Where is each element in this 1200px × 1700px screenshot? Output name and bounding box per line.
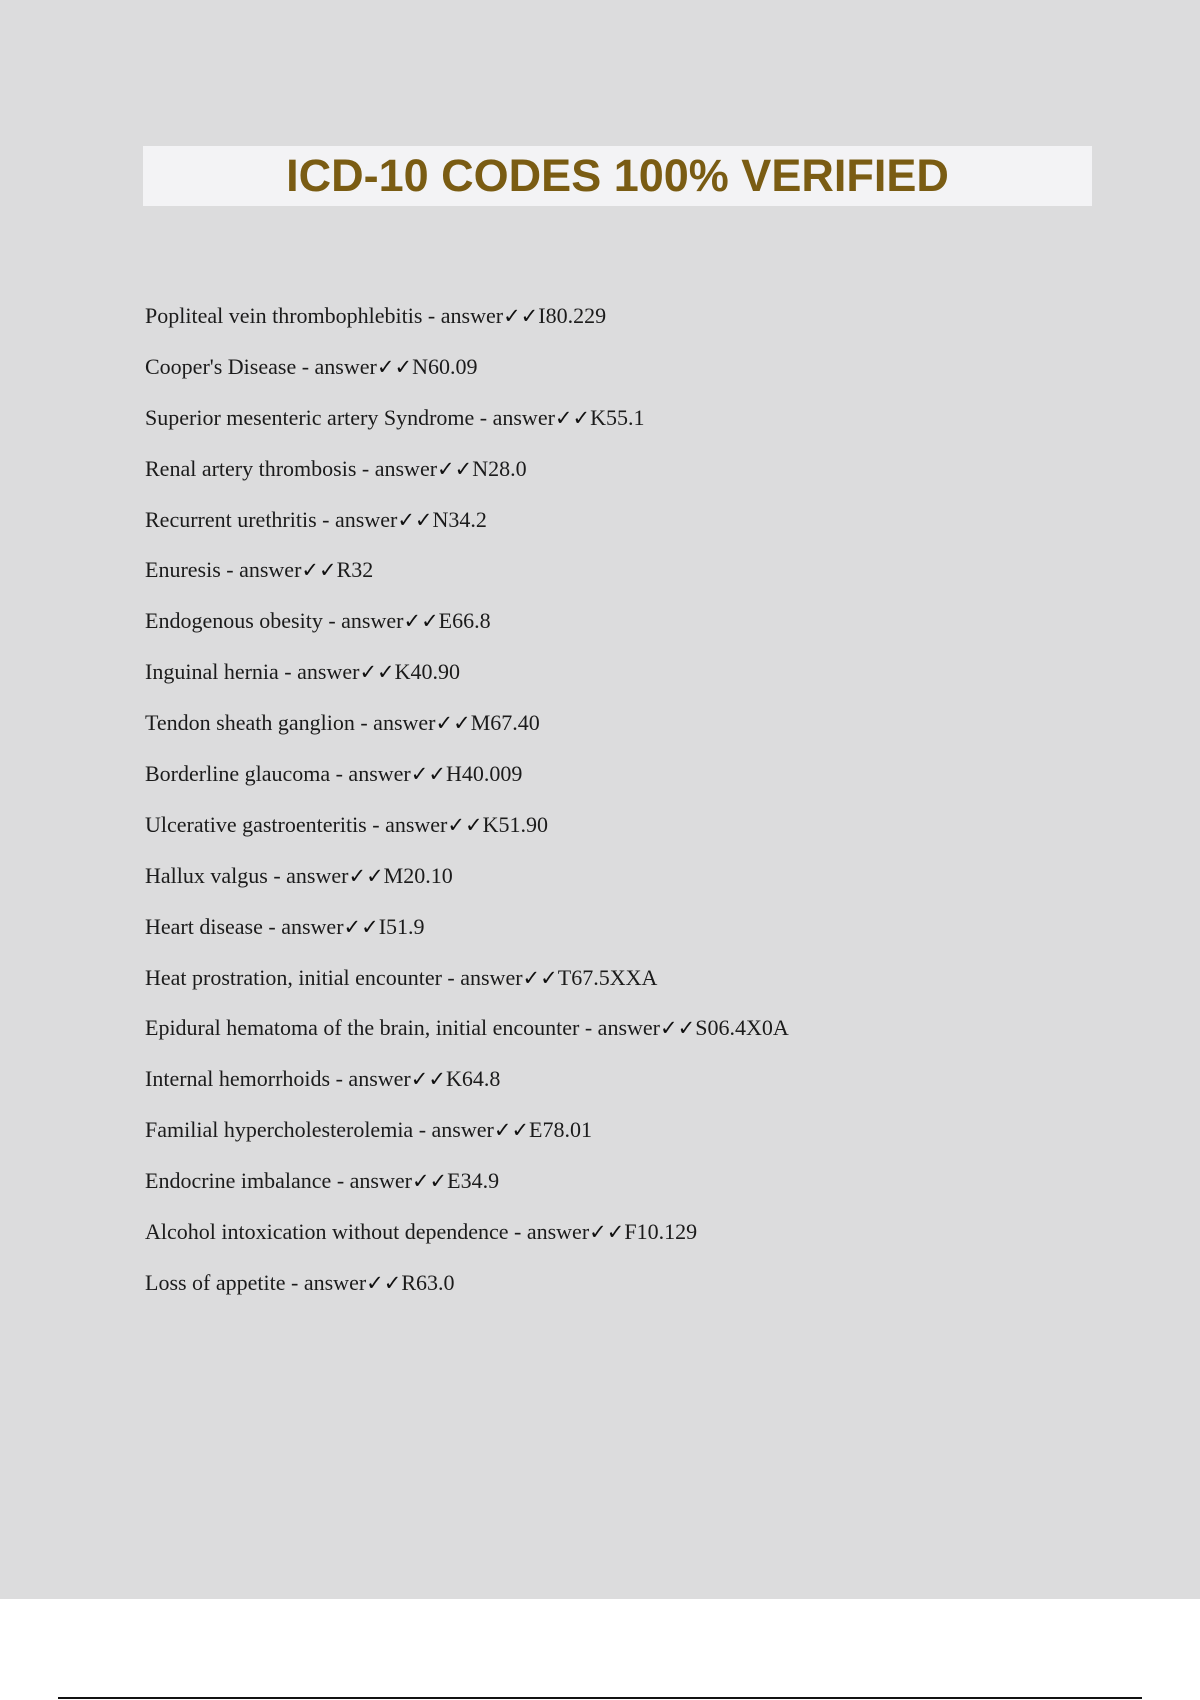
- answer-label: - answer: [354, 710, 436, 736]
- icd-code: K51.90: [482, 811, 548, 837]
- icd-code: N34.2: [432, 506, 487, 532]
- list-item: [145, 296, 789, 347]
- answer-label: - answer: [267, 862, 349, 888]
- double-check-icon: ✓✓: [411, 1169, 448, 1194]
- list-item: [145, 1008, 789, 1059]
- double-check-icon: ✓✓: [403, 609, 439, 634]
- double-check-icon: ✓✓: [301, 558, 337, 583]
- answer-label: - answer: [278, 659, 360, 685]
- double-check-icon: ✓✓: [397, 507, 433, 532]
- diagnosis-term: Hallux valgus: [145, 862, 268, 888]
- double-check-icon: ✓✓: [359, 660, 395, 685]
- list-item: [145, 703, 789, 754]
- list-item: [145, 500, 789, 551]
- title-banner: [143, 146, 1092, 206]
- diagnosis-term: Enuresis: [145, 557, 221, 583]
- diagnosis-term: Heart disease: [145, 913, 263, 939]
- answer-label: - answer: [316, 506, 398, 532]
- answer-label: - answer: [441, 964, 523, 990]
- icd-code: I80.229: [538, 303, 607, 328]
- list-item: [145, 347, 789, 398]
- double-check-icon: ✓✓: [503, 304, 539, 328]
- page-title: ICD-10 CODES 100% VERIFIED: [286, 150, 949, 201]
- answer-label: - answer: [220, 557, 302, 583]
- answer-label: - answer: [366, 811, 448, 837]
- answer-label: - answer: [322, 608, 404, 634]
- icd-code: I51.9: [378, 913, 425, 939]
- list-item: [145, 1212, 789, 1263]
- double-check-icon: ✓✓: [343, 914, 379, 939]
- diagnosis-term: Cooper's Disease: [145, 353, 297, 379]
- list-item: [145, 1263, 789, 1314]
- list-item: [145, 398, 789, 449]
- icd-code: N28.0: [472, 455, 527, 481]
- icd-code: S06.4X0A: [695, 1015, 789, 1041]
- diagnosis-term: Popliteal vein thrombophlebitis: [145, 303, 423, 328]
- list-item: [145, 652, 789, 703]
- list-item: [145, 907, 789, 958]
- double-check-icon: ✓✓: [660, 1016, 696, 1041]
- double-check-icon: ✓✓: [522, 965, 558, 990]
- diagnosis-term: Inguinal hernia: [145, 659, 279, 685]
- icd-code: M20.10: [383, 862, 453, 888]
- icd-code: R32: [336, 557, 374, 583]
- diagnosis-term: Endocrine imbalance: [145, 1168, 332, 1194]
- answer-label: - answer: [508, 1219, 590, 1245]
- double-check-icon: ✓✓: [554, 405, 591, 430]
- icd-code: R63.0: [401, 1269, 455, 1295]
- diagnosis-term: Familial hypercholesterolemia: [145, 1117, 414, 1143]
- double-check-icon: ✓✓: [376, 354, 413, 379]
- list-item: [145, 958, 789, 1009]
- list-item: [145, 1059, 789, 1110]
- double-check-icon: ✓✓: [348, 863, 384, 888]
- answer-label: - answer: [422, 303, 504, 328]
- double-check-icon: ✓✓: [410, 762, 446, 787]
- diagnosis-term: Renal artery thrombosis: [145, 455, 357, 481]
- diagnosis-term: Ulcerative gastroenteritis: [145, 811, 367, 837]
- list-item: [145, 754, 789, 805]
- diagnosis-term: Endogenous obesity: [145, 608, 323, 634]
- list-item: [145, 1161, 789, 1212]
- icd-code: H40.009: [445, 761, 523, 787]
- icd-code: F10.129: [624, 1219, 698, 1245]
- answer-label: - answer: [474, 404, 555, 430]
- icd-code: E66.8: [438, 608, 491, 634]
- diagnosis-term: Epidural hematoma of the brain, initial encounter: [145, 1015, 580, 1041]
- icd-code: K64.8: [445, 1066, 501, 1092]
- double-check-icon: ✓✓: [589, 1220, 625, 1245]
- list-item: [145, 449, 789, 500]
- double-check-icon: ✓✓: [410, 1067, 446, 1092]
- double-check-icon: ✓✓: [437, 456, 473, 481]
- double-check-icon: ✓✓: [435, 711, 471, 736]
- double-check-icon: ✓✓: [493, 1118, 530, 1143]
- answer-label: - answer: [296, 353, 377, 379]
- icd-code: K40.90: [394, 659, 461, 685]
- icd-code: M67.40: [470, 710, 540, 736]
- icd-code: K55.1: [590, 404, 645, 430]
- diagnosis-term: Loss of appetite: [145, 1269, 286, 1295]
- list-item: [145, 1110, 789, 1161]
- diagnosis-term: Superior mesenteric artery Syndrome: [145, 404, 475, 430]
- diagnosis-term: Alcohol intoxication without dependence: [145, 1219, 509, 1245]
- list-item: [145, 601, 789, 652]
- double-check-icon: ✓✓: [366, 1270, 402, 1295]
- icd-code: E78.01: [529, 1117, 592, 1143]
- icd-code: N60.09: [412, 353, 478, 379]
- double-check-icon: ✓✓: [447, 812, 483, 837]
- icd-code: E34.9: [447, 1168, 500, 1194]
- diagnosis-term: Heat prostration, initial encounter: [145, 964, 442, 990]
- diagnosis-term: Tendon sheath ganglion: [145, 710, 355, 736]
- answer-label: - answer: [285, 1269, 367, 1295]
- answer-label: - answer: [579, 1015, 660, 1041]
- code-list: [145, 296, 789, 1314]
- list-item: [145, 550, 789, 601]
- answer-label: - answer: [356, 455, 438, 481]
- list-item: [145, 805, 789, 856]
- answer-label: - answer: [331, 1168, 412, 1194]
- icd-code: T67.5XXA: [557, 964, 658, 990]
- answer-label: - answer: [262, 913, 344, 939]
- answer-label: - answer: [330, 761, 411, 787]
- diagnosis-term: Borderline glaucoma: [145, 761, 331, 787]
- footer-divider: [58, 1697, 1142, 1699]
- answer-label: - answer: [330, 1066, 411, 1092]
- answer-label: - answer: [413, 1117, 494, 1143]
- diagnosis-term: Internal hemorrhoids: [145, 1066, 331, 1092]
- list-item: [145, 856, 789, 907]
- diagnosis-term: Recurrent urethritis: [145, 506, 317, 532]
